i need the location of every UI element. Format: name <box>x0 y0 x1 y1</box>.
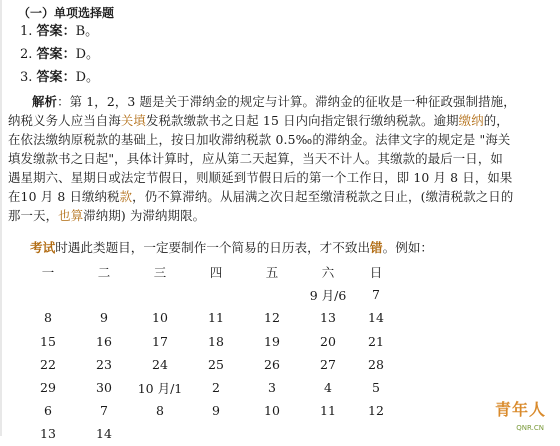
calendar-cell: 4 <box>324 380 332 396</box>
calendar-cell: 8 <box>156 403 164 419</box>
calendar-cell <box>188 283 244 306</box>
analysis-line-3: 在依法缴纳原税款的基础上，按日加收滞纳税款 0.5‰的滞纳金。法律文字的规定是 "海关 <box>8 132 511 147</box>
calendar-cell: 6 <box>44 403 52 419</box>
calendar-cell: 2 <box>212 380 220 396</box>
calendar-cell: 18 <box>208 333 224 349</box>
calendar-cell: 28 <box>368 356 384 372</box>
calendar-cell: 3 <box>268 380 276 396</box>
calendar-cell: 12 <box>368 403 384 419</box>
analysis-line-6: 在10 月 8 日缴纳税款，仍不算滞纳。从届满之次日起至缴清税款之日止，(缴清税款之日的 <box>8 189 514 204</box>
section-heading: （一）单项选择题 <box>18 6 115 20</box>
weekday-header: 五 <box>265 264 279 280</box>
calendar-cell: 24 <box>152 356 168 372</box>
calendar-cell: 8 <box>44 310 52 326</box>
analysis-line-5: 遇星期六、星期日或法定节假日，则顺延到节假日后的第一个工作日，即 10 月 8 日，如果 <box>8 170 513 185</box>
calendar-row <box>20 353 396 376</box>
weekday-header: 一 <box>41 264 55 280</box>
calendar-cell: 10 月/1 <box>137 380 183 396</box>
calendar-cell: 12 <box>264 310 280 326</box>
calendar-cell: 25 <box>208 356 224 372</box>
calendar-cell: 10 <box>152 310 168 326</box>
calendar-row <box>20 376 396 399</box>
watermark-url: QNR.CN <box>516 424 544 432</box>
calendar-cell: 13 <box>320 310 336 326</box>
weekday-header: 三 <box>153 264 167 280</box>
analysis-line-2: 纳税义务人应当自海关填发税款缴款书之日起 15 日内向指定银行缴纳税款。逾期缴纳的， <box>8 113 509 128</box>
calendar-cell: 7 <box>100 403 108 419</box>
calendar-cell: 13 <box>40 426 56 442</box>
calendar-row <box>20 306 396 329</box>
calendar-cell: 14 <box>96 426 112 442</box>
calendar-cell: 21 <box>368 333 384 349</box>
weekday-header: 二 <box>97 264 111 280</box>
calendar-cell: 27 <box>320 356 336 372</box>
answer-3: 3. 答案：D。 <box>20 70 100 85</box>
calendar-cell: 14 <box>368 310 384 326</box>
answer-2: 2. 答案：D。 <box>20 47 100 62</box>
calendar-cell: 9 <box>212 403 220 419</box>
watermark-logo: 青年人 <box>494 400 546 419</box>
weekday-header: 四 <box>209 264 223 280</box>
calendar-row <box>20 399 396 422</box>
calendar-row <box>20 330 396 353</box>
calendar-cell <box>76 283 132 306</box>
scan-edge <box>0 0 2 436</box>
calendar-cell: 26 <box>264 356 280 372</box>
calendar-row <box>20 283 396 306</box>
calendar-cell: 17 <box>152 333 168 349</box>
calendar-cell: 9 <box>100 310 108 326</box>
calendar-cell: 19 <box>264 333 280 349</box>
tip-line: 考试时遇此类题目，一定要制作一个简易的日历表，才不致出错。例如： <box>30 240 433 255</box>
calendar-cell <box>356 422 396 445</box>
calendar-cell <box>244 422 300 445</box>
calendar-cell <box>300 422 356 445</box>
calendar-cell: 9 月/6 <box>309 287 347 303</box>
answer-1: 1. 答案：B。 <box>20 24 99 39</box>
calendar-cell: 11 <box>320 403 336 419</box>
calendar-cell: 5 <box>372 380 380 396</box>
analysis-line-1: 解析：第 1，2，3 题是关于滞纳金的规定与计算。滞纳金的征收是一种征政强制措施， <box>32 94 516 109</box>
calendar-cell: 10 <box>264 403 280 419</box>
calendar-cell <box>132 283 188 306</box>
analysis-line-4: 填发缴款书之日起"，具体计算时，应从第二天起算，当天不计人。其缴款的最后一日，如 <box>8 151 503 166</box>
calendar-cell <box>244 283 300 306</box>
calendar-cell: 29 <box>40 380 56 396</box>
calendar-cell: 15 <box>40 333 56 349</box>
calendar-cell: 22 <box>40 356 56 372</box>
calendar-header-row <box>20 260 396 283</box>
calendar-table <box>20 260 396 446</box>
weekday-header: 日 <box>369 264 383 280</box>
calendar-cell: 7 <box>372 287 380 303</box>
calendar-cell <box>20 283 76 306</box>
weekday-header: 六 <box>321 264 335 280</box>
calendar-cell: 20 <box>320 333 336 349</box>
calendar-cell: 30 <box>96 380 112 396</box>
calendar-cell <box>132 422 188 445</box>
analysis-label: 解析 <box>32 94 58 109</box>
calendar-cell: 23 <box>96 356 112 372</box>
analysis-line-7: 那一天，也算滞纳期) 为滞纳期限。 <box>8 208 206 223</box>
calendar-row <box>20 422 396 445</box>
calendar-cell <box>188 422 244 445</box>
calendar-cell: 16 <box>96 333 112 349</box>
calendar-cell: 11 <box>208 310 224 326</box>
